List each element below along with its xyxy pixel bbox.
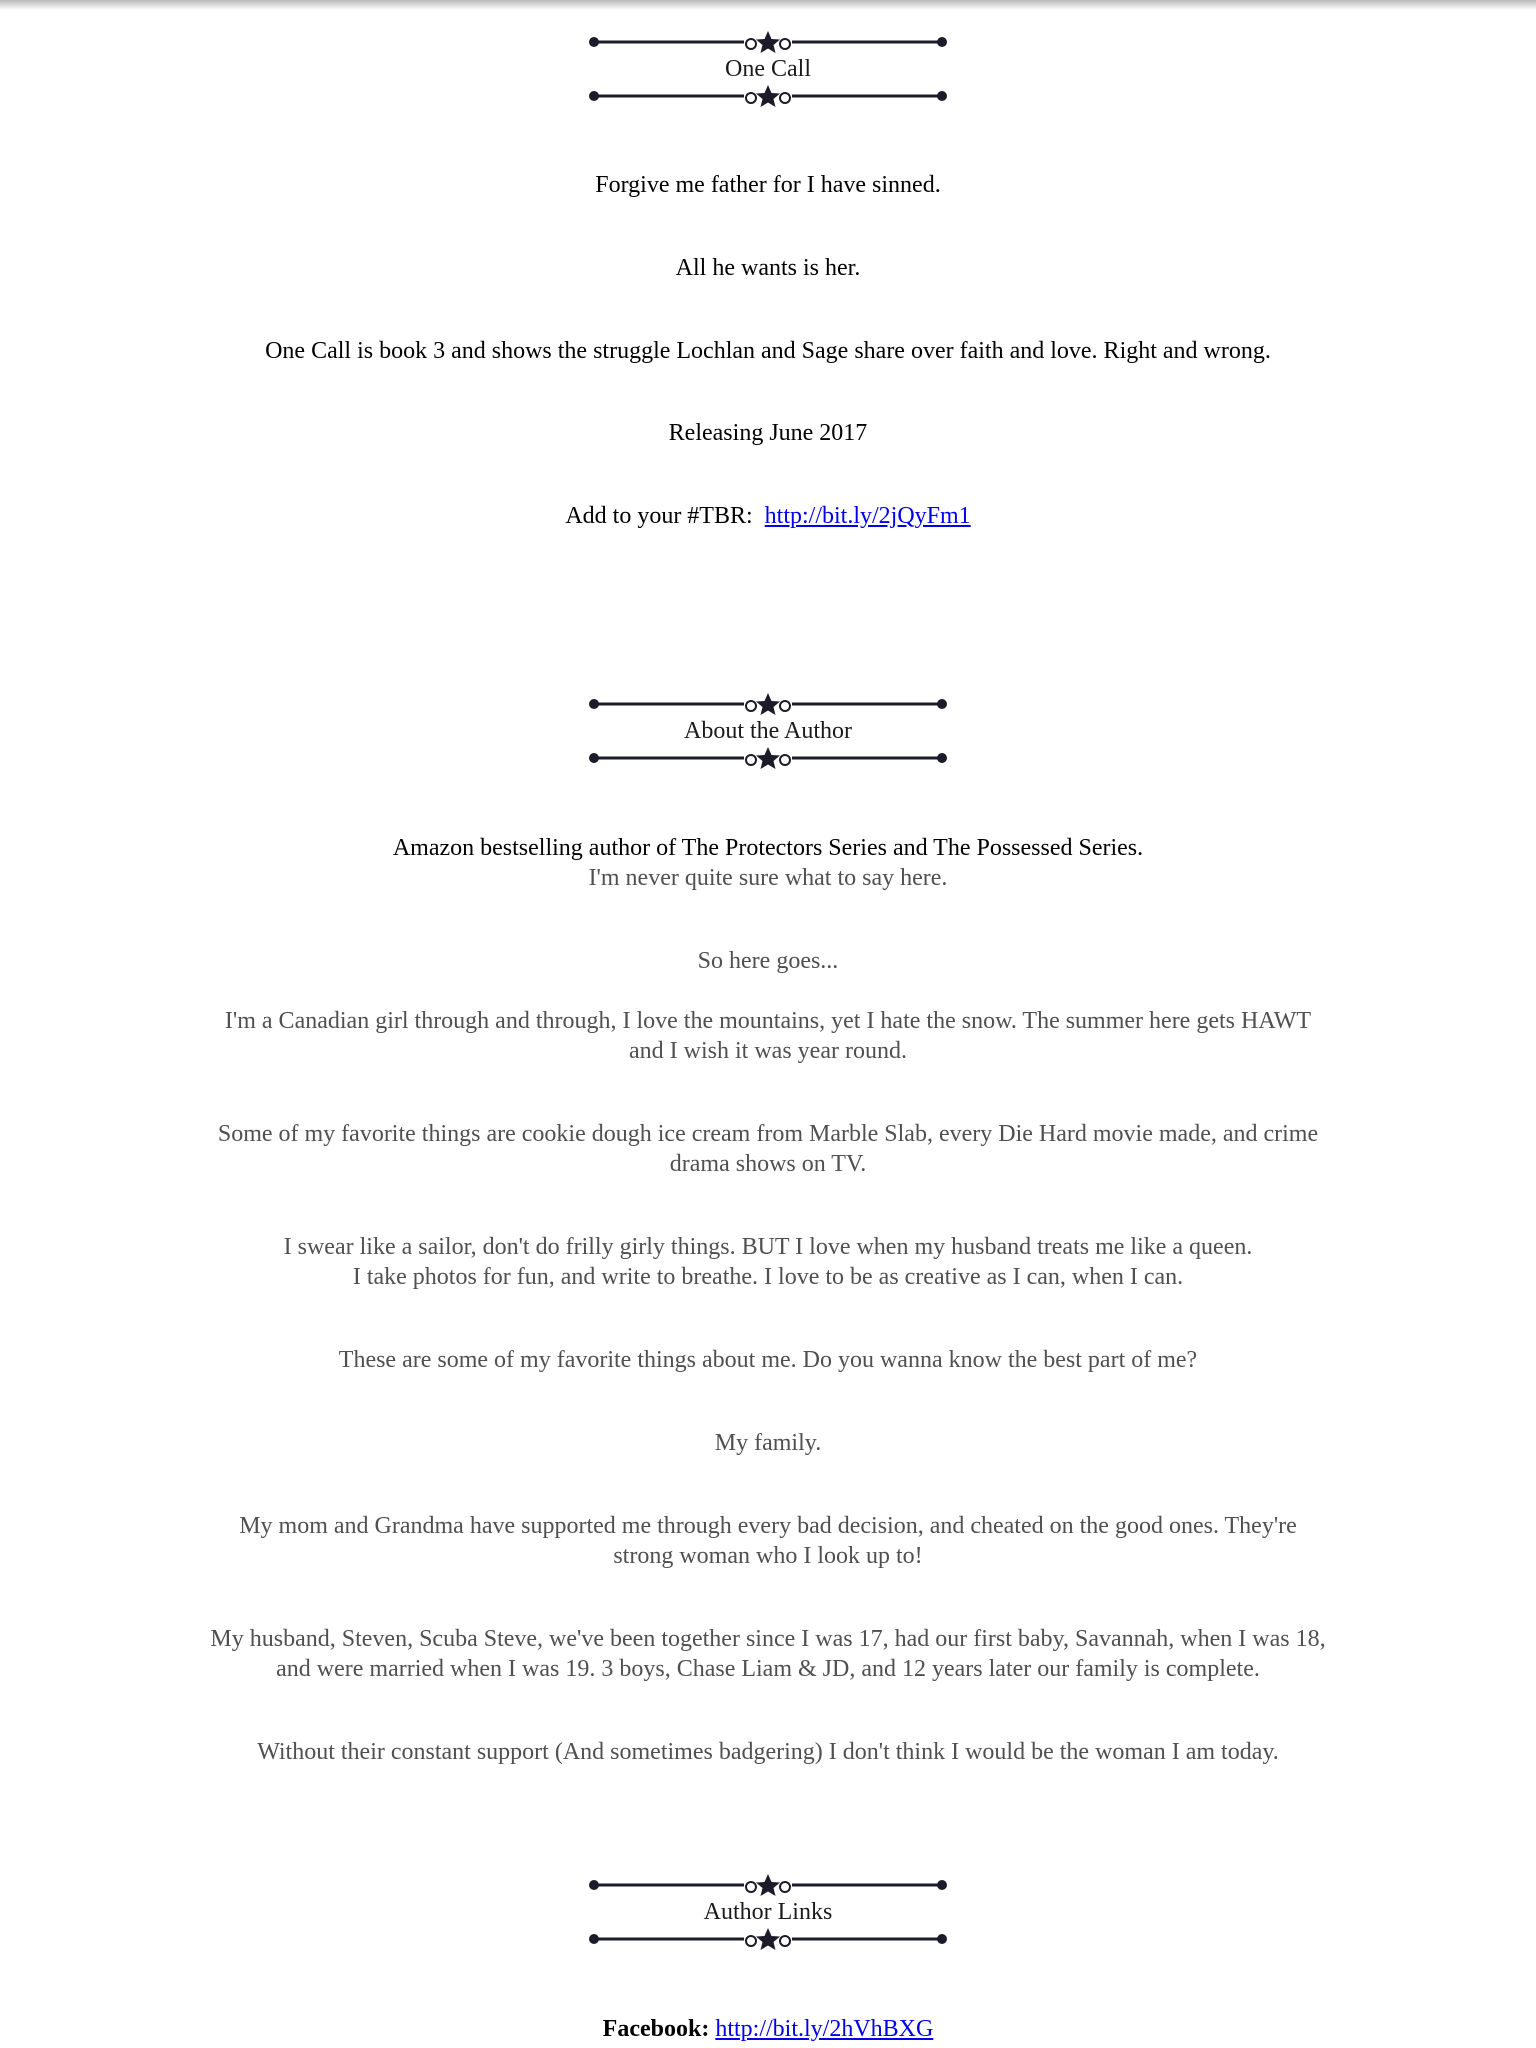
about-line-11: My mom and Grandma have supported me through every bad decision, and cheated on the good ones. They're xyxy=(239,1513,1297,1539)
about-heading: About the Author xyxy=(684,718,852,744)
star-scroll-divider-icon xyxy=(585,692,951,716)
star-scroll-divider-icon xyxy=(585,1873,951,1897)
tbr-link[interactable]: http://bit.ly/2jQyFm1 xyxy=(764,503,971,529)
about-line-5: Some of my favorite things are cookie dough ice cream from Marble Slab, every Die Hard movie made, and crime xyxy=(217,1121,1319,1147)
about-line-1: I'm never quite sure what to say here. xyxy=(588,865,948,891)
tbr-label: Add to your #TBR: xyxy=(565,503,753,529)
about-header xyxy=(0,692,1536,770)
about-line-3: I'm a Canadian girl through and through, I love the mountains, yet I hate the snow. The summer here gets HAWT xyxy=(224,1008,1312,1034)
about-line-15: Without their constant support (And sometimes badgering) I don't think I would be the woman I am today. xyxy=(257,1739,1279,1765)
star-scroll-divider-icon xyxy=(585,30,951,54)
facebook-label: Facebook: xyxy=(602,2016,710,2042)
one-call-line-3: One Call is book 3 and shows the struggle Lochlan and Sage share over faith and love. Right and wrong. xyxy=(265,338,1271,364)
about-line-4: and I wish it was year round. xyxy=(629,1038,907,1064)
one-call-line-2: All he wants is her. xyxy=(675,255,861,281)
one-call-line-1: Forgive me father for I have sinned. xyxy=(595,172,941,198)
about-intro: Amazon bestselling author of The Protectors Series and The Possessed Series. xyxy=(392,835,1144,861)
star-scroll-divider-icon xyxy=(585,84,951,108)
about-line-8: I take photos for fun, and write to breathe. I love to be as creative as I can, when I can. xyxy=(352,1264,1184,1290)
about-line-2: So here goes... xyxy=(697,948,839,974)
about-line-14: and were married when I was 19. 3 boys, Chase Liam & JD, and 12 years later our family is complete. xyxy=(276,1656,1260,1682)
facebook-line xyxy=(0,2014,1536,2044)
about-line-7: I swear like a sailor, don't do frilly girly things. BUT I love when my husband treats me like a queen. xyxy=(283,1234,1253,1260)
links-heading: Author Links xyxy=(703,1899,833,1925)
top-shadow xyxy=(0,0,1536,10)
one-call-line-4: Releasing June 2017 xyxy=(668,420,868,446)
one-call-heading: One Call xyxy=(725,56,811,82)
facebook-link[interactable]: http://bit.ly/2hVhBXG xyxy=(715,2016,934,2042)
one-call-header xyxy=(0,30,1536,108)
tbr-line xyxy=(0,501,1536,531)
about-line-13: My husband, Steven, Scuba Steve, we've been together since I was 17, had our first baby, Savannah, when I was 18, xyxy=(210,1626,1326,1652)
about-line-10: My family. xyxy=(714,1430,822,1456)
star-scroll-divider-icon xyxy=(585,746,951,770)
about-line-9: These are some of my favorite things about me. Do you wanna know the best part of me? xyxy=(338,1347,1198,1373)
star-scroll-divider-icon xyxy=(585,1927,951,1951)
about-line-6: drama shows on TV. xyxy=(669,1151,867,1177)
links-header xyxy=(0,1873,1536,1951)
about-line-12: strong woman who I look up to! xyxy=(613,1543,923,1569)
